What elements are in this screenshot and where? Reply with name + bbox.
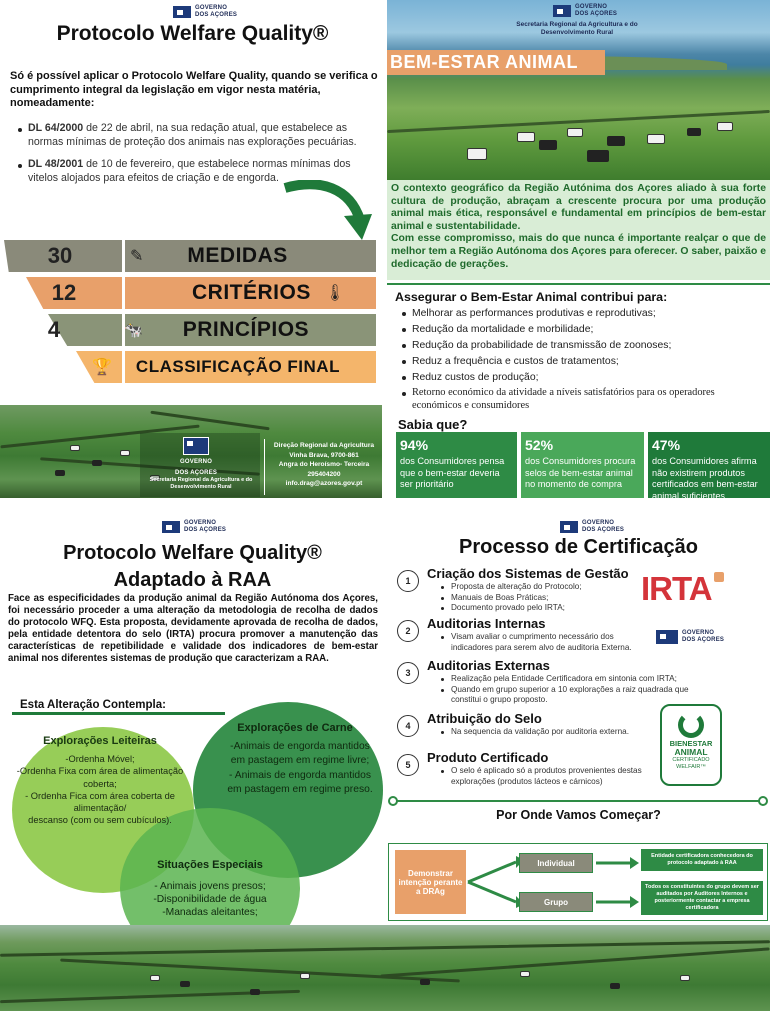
secretaria-header bbox=[487, 21, 667, 37]
contact-line: Vinha Brava, 9700-861 bbox=[289, 451, 359, 459]
azores-flag-icon bbox=[656, 630, 678, 644]
list-item: Melhorar as performances produtivas e reprodutivas; bbox=[400, 306, 765, 322]
funnel-number: 4 bbox=[47, 317, 61, 342]
logo-line2: DOS AÇORES bbox=[682, 637, 725, 643]
funnel-row-criterios bbox=[4, 277, 376, 309]
dot-icon bbox=[388, 796, 398, 806]
list-item: Reduz custos de produção; bbox=[400, 370, 765, 386]
seal-text: ANIMAL bbox=[674, 747, 708, 757]
step-number: 1 bbox=[397, 570, 419, 592]
start-title: Por Onde Vamos Começar? bbox=[496, 808, 661, 822]
q4-title: Processo de Certificação bbox=[459, 536, 698, 558]
funnel-label: CLASSIFICAÇÃO FINAL bbox=[135, 357, 340, 376]
seal-text: BIENESTAR bbox=[669, 739, 713, 748]
flow-result-grupo: Todos os constituintes do grupo devem ser auditados por Auditores Internos e posteriormente contactar a empresa certificadora bbox=[641, 881, 763, 915]
dl-text: de 10 de fevereiro, que estabelece normas mínimas dos vitelos alojados para efeitos de criação e de engorda. bbox=[28, 158, 351, 184]
seal-mark-icon bbox=[678, 712, 704, 738]
logo-line2: DOS AÇORES bbox=[195, 12, 238, 18]
seal-text: CERTIFICADO bbox=[672, 757, 710, 763]
list-item: Reduz a frequência e custos de tratamentos; bbox=[400, 354, 765, 370]
govt-logo-q4 bbox=[560, 520, 624, 534]
cow-icon: 🐄 bbox=[124, 322, 143, 339]
list-item bbox=[16, 122, 366, 149]
list-item: Realização pela Entidade Certificadora em sintonia com IRTA; bbox=[439, 674, 701, 685]
govt-logo-top-left bbox=[173, 5, 237, 19]
q3-paragraph: Face as especificidades da produção animal da Região Autónoma dos Açores, foi necessário proceder a uma alteração da metodologia de recolha de dados do protocolo WFQ. Esta proposta, devidamente aprovada de recolha de dados, pela entidade detentora do selo (IRTA) procura promover a manutenção das características de repetibilidade e validade dos indicadores de bem-estar animal nos diferentes sistemas de produção que caracterizam a RAA. bbox=[8, 593, 378, 664]
step-number: 2 bbox=[397, 620, 419, 642]
list-item: Documento provado pelo IRTA; bbox=[439, 603, 659, 614]
funnel-row-classificacao bbox=[4, 351, 376, 383]
stat-pct: 52% bbox=[525, 437, 554, 453]
thermometer-icon: 🌡 bbox=[324, 285, 346, 302]
irta-text: IRTA bbox=[641, 570, 712, 607]
funnel-row-medidas bbox=[4, 240, 376, 272]
trophy-icon: 🏆 bbox=[92, 359, 112, 376]
q3-title-line2: Adaptado à RAA bbox=[113, 569, 272, 591]
logo-line1: GOVERNO bbox=[195, 5, 228, 11]
step-number: 5 bbox=[397, 754, 419, 776]
carne-text: -Animais de engorda mantidos em pastagem em regime livre; - Animais de engorda mantidos em pastagem em regime preso. bbox=[227, 741, 373, 795]
q3-title bbox=[0, 540, 385, 594]
funnel-number: 12 bbox=[51, 280, 77, 305]
q1-title: Protocolo Welfare Quality® bbox=[56, 22, 329, 45]
list-item: Na sequencia da validação por auditoria externa. bbox=[439, 727, 659, 738]
esp-title: Situações Especiais bbox=[157, 859, 263, 871]
seal-text: WELFAIR™ bbox=[676, 764, 706, 770]
q1-intro: Só é possível aplicar o Protocolo Welfare Quality, quando se verifica o cumprimento integral da legislação em vigor nesta matéria, nomeadamente: bbox=[10, 70, 378, 109]
stat-94 bbox=[396, 432, 517, 498]
step-list bbox=[439, 727, 659, 738]
contact-line: Direção Regional da Agricultura bbox=[273, 442, 375, 449]
footer-secretaria bbox=[138, 477, 264, 491]
flow-individual: Individual bbox=[519, 853, 593, 873]
logo-line1: GOVERNO bbox=[582, 520, 615, 526]
contrib-title: Assegurar o Bem-Estar Animal contribui para: bbox=[395, 290, 668, 304]
stat-text: dos Consumidores pensa que o bem-estar deveria ser prioritário bbox=[400, 456, 505, 489]
intro-para: Com esse compromisso, mais do que nunca é importante realçar o que de melhor tem a Região Autónoma dos Açores para oferecer. O saber, paixão e dedicação de gerações. bbox=[391, 233, 766, 270]
list-item: Visam avaliar o cumprimento necessário dos indicadores para serem alvo de auditoria Externa. bbox=[439, 632, 651, 653]
stat-52 bbox=[521, 432, 644, 498]
pasture-photo-bottom bbox=[0, 925, 770, 1011]
logo-line1: GOVERNO bbox=[180, 459, 213, 465]
q3-title-line1: Protocolo Welfare Quality® bbox=[63, 542, 322, 564]
azores-flag-icon bbox=[162, 521, 180, 533]
q1-legislation-list bbox=[16, 122, 366, 185]
stat-text: dos Consumidores afirma não existirem produtos certificados em bem-estar animal suficientes bbox=[652, 456, 758, 501]
dl-text: de 22 de abril, na sua redação atual, que estabelece as normas mínimas de proteção dos animais nas explorações pecuárias. bbox=[28, 122, 357, 148]
irta-logo bbox=[641, 570, 712, 608]
logo-line1: GOVERNO bbox=[575, 4, 608, 10]
flow-result-individual: Entidade certificadora conhecedora do protocolo adaptado à RAA bbox=[641, 849, 763, 871]
contact-email: info.drag@azores.gov.pt bbox=[285, 480, 363, 487]
secretaria-line: Secretaria Regional da Agricultura e do bbox=[149, 477, 253, 483]
funnel-label: PRINCÍPIOS bbox=[182, 318, 310, 341]
flow-arrows bbox=[466, 850, 526, 914]
leit-text: -Ordenha Móvel; -Ordenha Fixa com área de alimentação coberta; - Ordenha Fica com área coberta de alimentação/ descanso (com ou sem cubículos). bbox=[16, 754, 184, 826]
footer-govt-logo bbox=[175, 437, 217, 477]
welfair-seal bbox=[660, 704, 722, 786]
azores-flag-icon bbox=[173, 6, 191, 18]
step-list bbox=[439, 632, 651, 653]
logo-line1: GOVERNO bbox=[184, 520, 217, 526]
logo-line2: DOS AÇORES bbox=[575, 11, 618, 17]
flow-arrows-right bbox=[594, 850, 640, 914]
stat-pct: 47% bbox=[652, 437, 681, 453]
leit-title: Explorações Leiteiras bbox=[43, 735, 157, 747]
funnel-number: 30 bbox=[47, 243, 73, 268]
intro-para: O contexto geográfico da Região Autónima dos Açores aliado à sua forte cultura de produção, abraçam a crescente procura por uma produção animal mais ética, responsável e fundamental em princípios de bem-estar animal e sustentabilidade. bbox=[391, 183, 766, 232]
govt-logo-inline bbox=[656, 630, 724, 644]
step-title: Produto Certificado bbox=[427, 750, 549, 765]
curved-arrow-icon bbox=[280, 180, 375, 242]
contempla-title: Esta Alteração Contempla: bbox=[20, 699, 166, 711]
stat-text: dos Consumidores procura selos de bem-estar animal no momento de compra bbox=[525, 456, 636, 489]
underline bbox=[12, 712, 225, 715]
secretaria-line: Desenvolvimento Rural bbox=[540, 29, 614, 36]
tools-icon: ✎ bbox=[130, 248, 144, 265]
funnel-label: CRITÉRIOS bbox=[192, 281, 311, 304]
divider bbox=[387, 283, 770, 285]
flow-start-box: Demonstrar intenção perante a DRAg bbox=[395, 850, 466, 914]
step-list bbox=[439, 674, 701, 706]
logo-line2: DOS AÇORES bbox=[582, 527, 625, 533]
list-item: Redução da probabilidade de transmissão de zoonoses; bbox=[400, 338, 765, 354]
govt-logo-q3 bbox=[162, 520, 226, 534]
logo-line2: DOS AÇORES bbox=[175, 470, 218, 476]
step-title: Auditorias Internas bbox=[427, 616, 546, 631]
banner-bem-estar: BEM-ESTAR ANIMAL bbox=[387, 50, 605, 75]
step-3 bbox=[397, 658, 757, 708]
flow-grupo: Grupo bbox=[519, 892, 593, 912]
dot-icon bbox=[758, 796, 768, 806]
step-title: Auditorias Externas bbox=[427, 658, 550, 673]
irta-badge-icon bbox=[714, 572, 724, 582]
funnel-label: MEDIDAS bbox=[187, 244, 288, 267]
step-number: 3 bbox=[397, 662, 419, 684]
list-item: Proposta de alteração do Protocolo; bbox=[439, 582, 659, 593]
logo-line2: DOS AÇORES bbox=[184, 527, 227, 533]
contact-line: 295404200 bbox=[307, 470, 341, 478]
carne-title: Explorações de Carne bbox=[237, 722, 353, 734]
step-list bbox=[439, 766, 657, 787]
logo-line1: GOVERNO bbox=[682, 630, 715, 636]
azores-flag-icon bbox=[560, 521, 578, 533]
intro-box bbox=[387, 180, 770, 280]
pasture-photo-footer-left bbox=[0, 405, 382, 498]
step-title: Atribuição do Selo bbox=[427, 711, 542, 726]
list-item: Redução da mortalidade e morbilidade; bbox=[400, 322, 765, 338]
contact-line: Angra do Heroísmo- Terceira bbox=[278, 461, 370, 468]
esp-text: - Animais jovens presos; -Disponibilidade de água -Manadas aleitantes; bbox=[153, 881, 267, 918]
funnel-row-principios bbox=[4, 314, 376, 346]
step-title: Criação dos Sistemas de Gestão bbox=[427, 566, 629, 581]
contact-block bbox=[268, 441, 380, 489]
dl-ref: DL 48/2001 bbox=[28, 158, 84, 170]
step-list bbox=[439, 582, 659, 614]
secretaria-line: Secretaria Regional da Agricultura e do bbox=[516, 21, 638, 28]
list-item: Retorno económico da atividade a níveis satisfatórios para os operadores económicos e consumidores bbox=[400, 386, 765, 412]
sabia-que: Sabia que? bbox=[398, 417, 468, 432]
secretaria-line: Desenvolvimento Rural bbox=[170, 484, 232, 490]
azores-flag-icon bbox=[553, 5, 571, 17]
divider-dots bbox=[392, 800, 765, 802]
stat-pct: 94% bbox=[400, 437, 429, 453]
list-item: O selo é aplicado só a produtos provenientes destas explorações (produtos lácteos e cárnicos) bbox=[439, 766, 657, 787]
dl-ref: DL 64/2000 bbox=[28, 122, 84, 134]
azores-flag-icon bbox=[183, 437, 209, 455]
step-number: 4 bbox=[397, 715, 419, 737]
list-item: Quando em grupo superior a 10 explorações a raiz quadrada que constitui o grupo proposto. bbox=[439, 685, 701, 706]
govt-logo-top-right bbox=[553, 4, 617, 18]
stat-47 bbox=[648, 432, 770, 501]
contrib-list bbox=[400, 306, 765, 412]
list-item: Manuais de Boas Práticas; bbox=[439, 593, 659, 604]
